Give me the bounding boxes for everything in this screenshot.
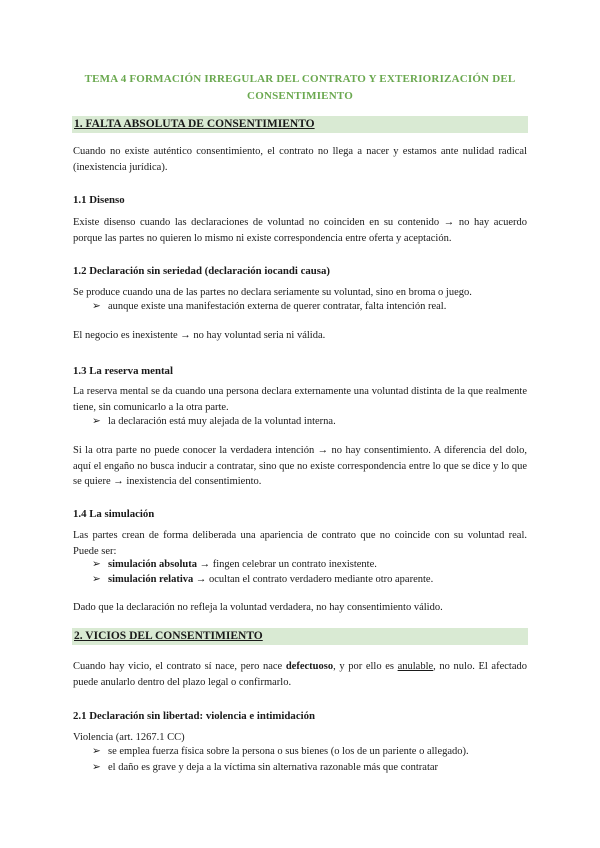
subsection-heading-2-1: 2.1 Declaración sin libertad: violencia e intimidación (73, 710, 316, 722)
subsection-1-3-text: La reserva mental se da cuando una persona declara externamente una voluntad distinta de la que realmente tiene, sin comunicarlo a la otra parte. (73, 386, 527, 413)
bullet-arrow-icon: ➢ (92, 762, 101, 773)
bullet-arrow-icon: ➢ (92, 559, 101, 570)
section-2-intro: Cuando hay vicio, el contrato sí nace, pero nace defectuoso, y por ello es anulable, no nulo. El afectado puede anularlo dentro del plazo legal o confirmarlo. (73, 661, 527, 688)
list-item: ➢ el daño es grave y deja a la víctima sin alternativa razonable más que contratar (92, 762, 439, 773)
subsection-heading-1-2: 1.2 Declaración sin seriedad (declaración iocandi causa) (73, 265, 331, 277)
subsection-heading-1-1: 1.1 Disenso (73, 194, 125, 206)
document-title: TEMA 4 FORMACIÓN IRREGULAR DEL CONTRATO Y EXTERIORIZACIÓN DEL CONSENTIMIENTO (84, 73, 516, 102)
bullet-arrow-icon: ➢ (92, 574, 101, 585)
list-item: ➢ simulación absoluta → fingen celebrar un contrato inexistente. (92, 559, 377, 570)
list-item: ➢ la declaración está muy alejada de la voluntad interna. (92, 416, 336, 427)
subsection-heading-1-4: 1.4 La simulación (73, 508, 155, 520)
subsection-1-2-text: Se produce cuando una de las partes no declara seriamente su voluntad, sino en broma o juego. (73, 287, 472, 298)
subsection-1-4-text: Las partes crean de forma deliberada una apariencia de contrato que no coincide con su voluntad real. Puede ser: (73, 530, 527, 557)
list-item: ➢ simulación relativa → ocultan el contrato verdadero mediante otro aparente. (92, 574, 434, 585)
bullet-arrow-icon: ➢ (92, 416, 101, 427)
bullet-arrow-icon: ➢ (92, 301, 101, 312)
subsection-1-4-conclusion: Dado que la declaración no refleja la voluntad verdadera, no hay consentimiento válido. (73, 602, 443, 613)
bullet-arrow-icon: ➢ (92, 746, 101, 757)
section-heading-1: 1. FALTA ABSOLUTA DE CONSENTIMIENTO (72, 116, 528, 133)
list-item: ➢ se emplea fuerza física sobre la persona o sus bienes (o los de un pariente o allegado). (92, 746, 469, 757)
subsection-1-3-conclusion: Si la otra parte no puede conocer la verdadera intención → no hay consentimiento. A diferencia del dolo, aquí el engaño no busca inducir a contratar, sino que no existe correspondencia entre lo que se dice y lo que se quiere → inexistencia del consentimiento. (73, 445, 527, 487)
list-item: ➢ aunque existe una manifestación externa de querer contratar, falta intención real. (92, 301, 447, 312)
subsection-heading-1-3: 1.3 La reserva mental (73, 365, 173, 377)
subsection-2-1-text: Violencia (art. 1267.1 CC) (73, 732, 185, 743)
section-1-intro: Cuando no existe auténtico consentimiento, el contrato no llega a nacer y estamos ante nulidad radical (inexistencia jurídica). (73, 146, 527, 173)
subsection-1-1-text: Existe disenso cuando las declaraciones de voluntad no coinciden en su contenido → no hay acuerdo porque las partes no quieren lo mismo ni existe correspondencia entre oferta y aceptación. (73, 217, 527, 244)
section-heading-2: 2. VICIOS DEL CONSENTIMIENTO (72, 628, 528, 645)
subsection-1-2-conclusion: El negocio es inexistente → no hay voluntad seria ni válida. (73, 330, 326, 341)
